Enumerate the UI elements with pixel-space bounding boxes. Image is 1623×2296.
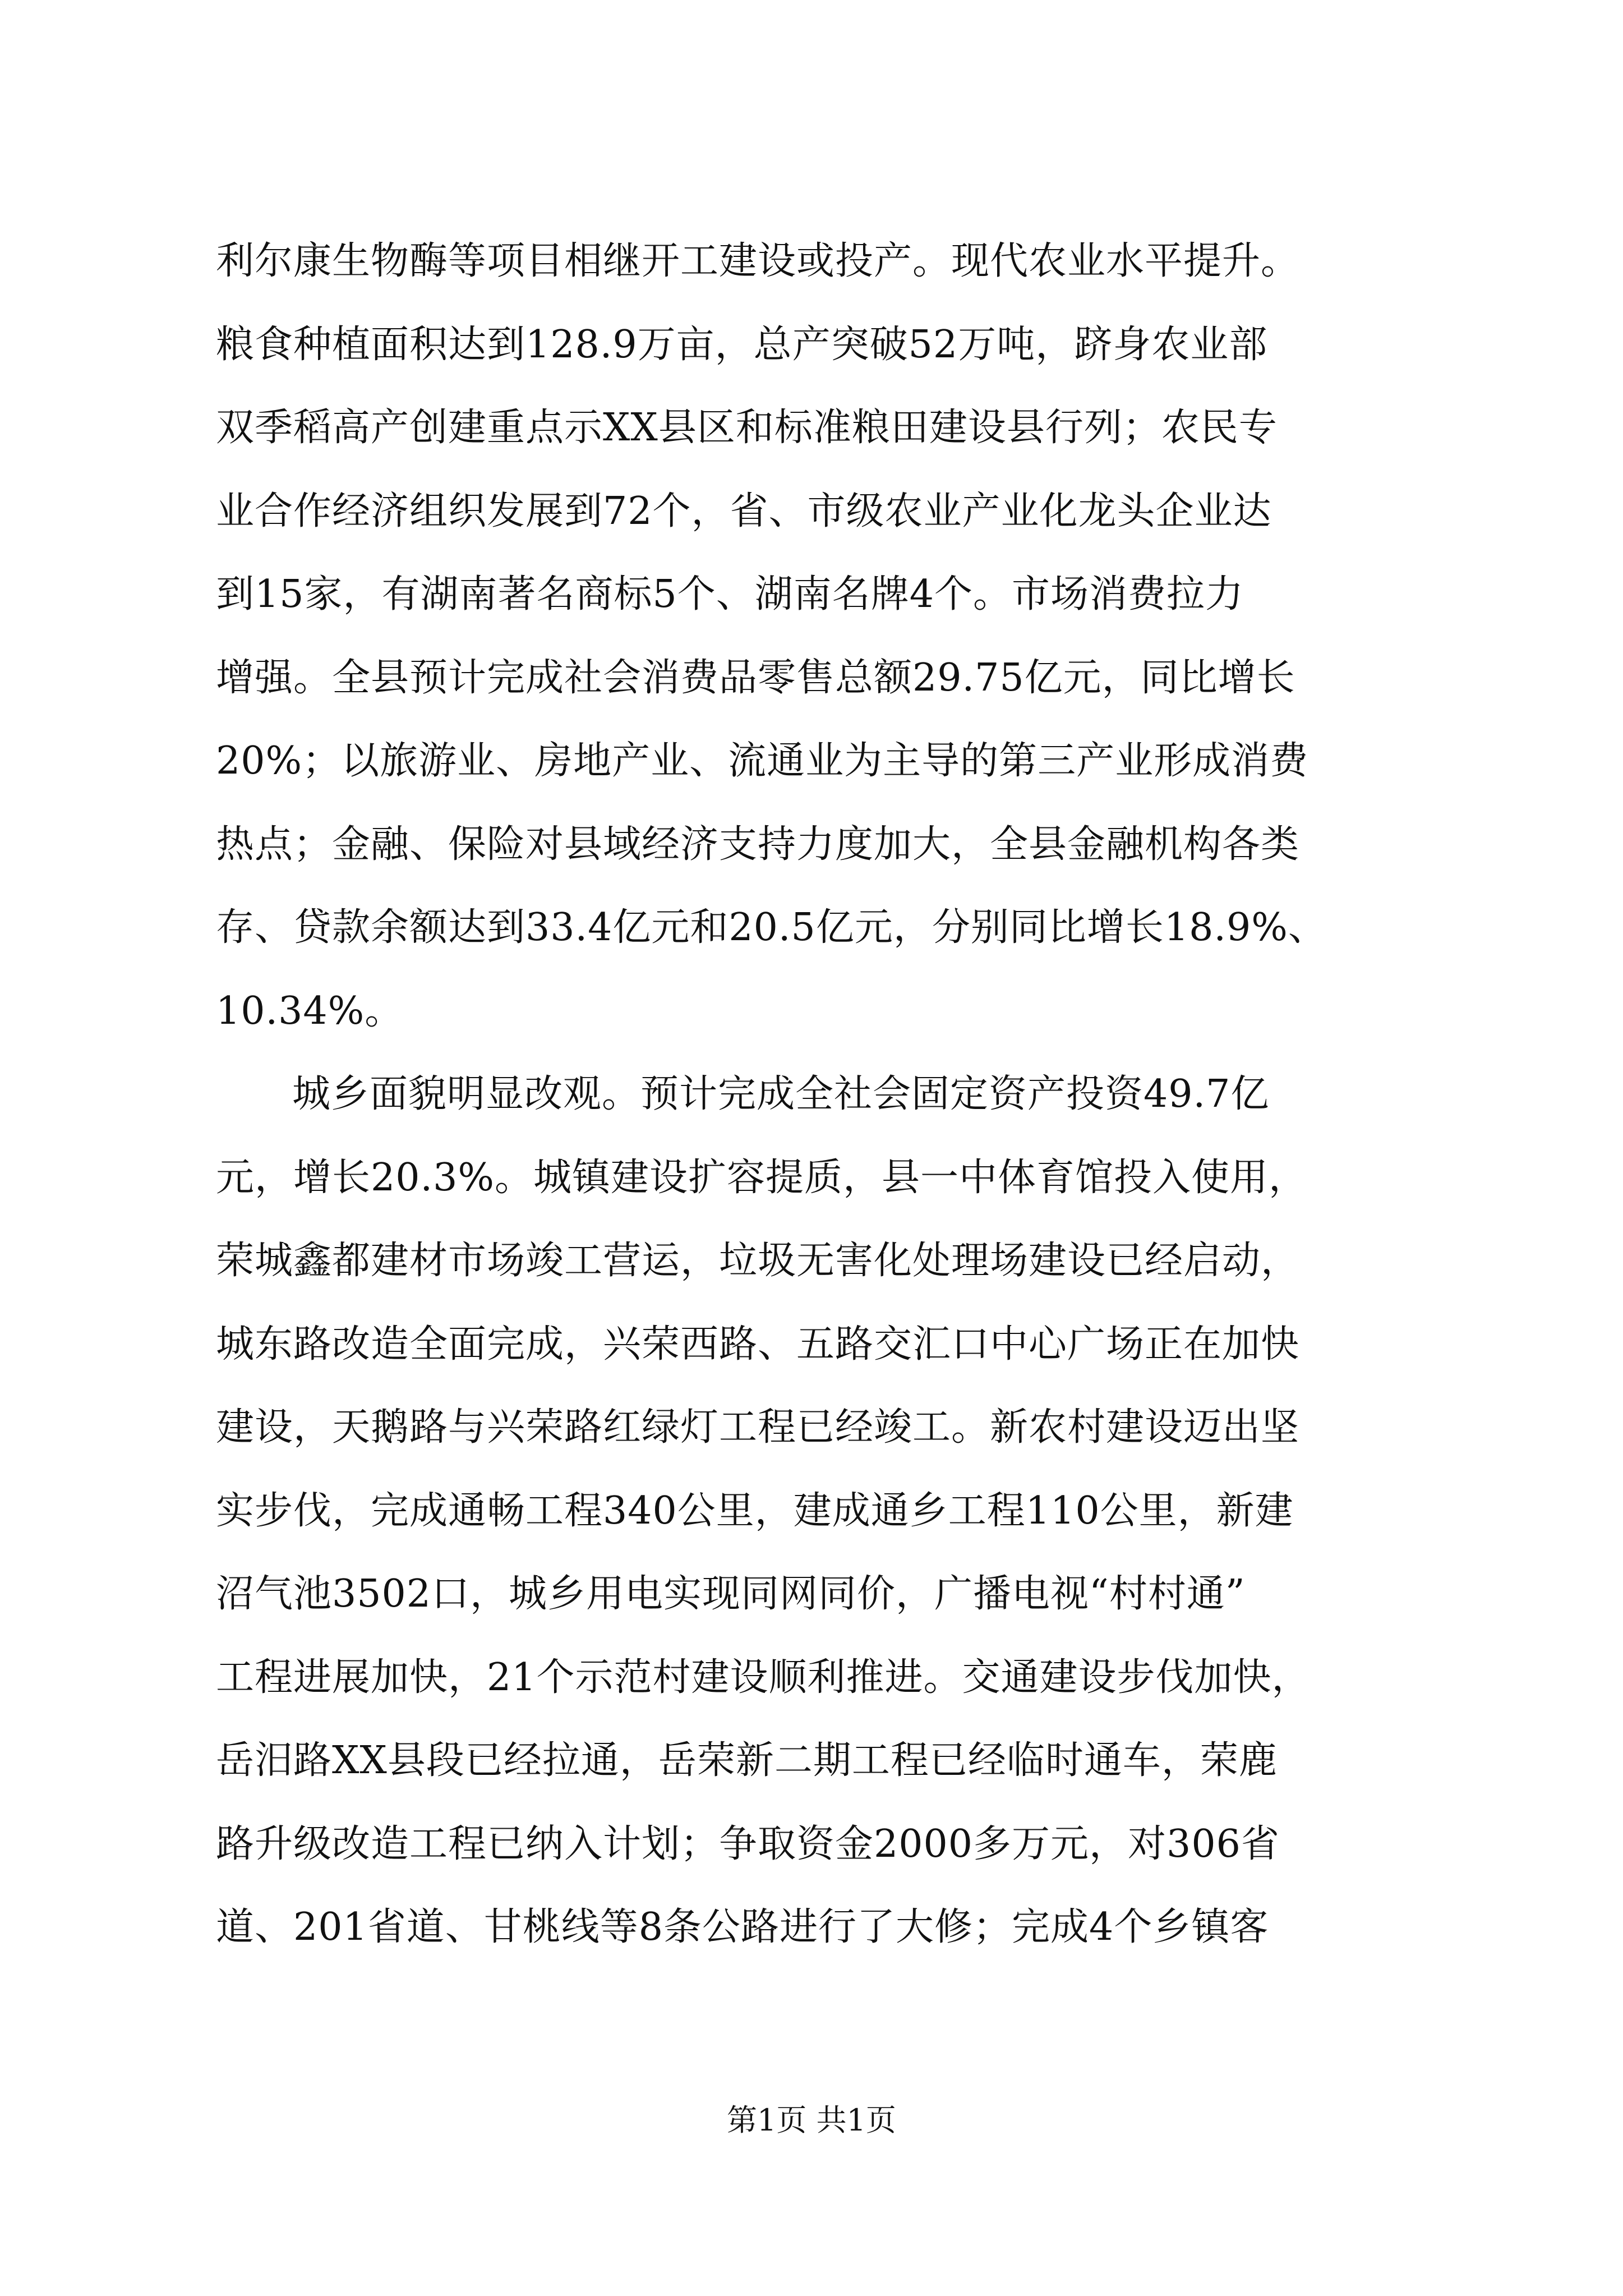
text-line: 路升级改造工程已纳入计划；争取资金2000多万元，对306省 xyxy=(216,1821,1280,1866)
text-line: 双季稻高产创建重点示XX县区和标准粮田建设县行列；农民专 xyxy=(216,406,1278,450)
paragraph-economy xyxy=(216,220,1422,1053)
text-line: 荣城鑫都建材市场竣工营运，垃圾无害化处理场建设已经启动， xyxy=(216,1239,1300,1283)
document-body xyxy=(216,220,1422,1970)
page-footer: 第1页 共1页 xyxy=(727,2102,896,2138)
text-line: 存、贷款余额达到33.4亿元和20.5亿元，分别同比增长18.9%、 xyxy=(216,905,1327,950)
text-line-indented: 城乡面貌明显改观。预计完成全社会固定资产投资49.7亿 xyxy=(292,1072,1270,1116)
text-line: 到15家，有湖南著名商标5个、湖南名牌4个。市场消费拉力 xyxy=(216,572,1244,616)
text-line: 道、201省道、甘桃线等8条公路进行了大修；完成4个乡镇客 xyxy=(216,1905,1269,1949)
text-line: 岳汨路XX县段已经拉通，岳荣新二期工程已经临时通车，荣鹿 xyxy=(216,1738,1278,1783)
text-line: 元，增长20.3%。城镇建设扩容提质，县一中体育馆投入使用， xyxy=(216,1155,1308,1200)
text-line: 利尔康生物酶等项目相继开工建设或投产。现代农业水平提升。 xyxy=(216,239,1300,283)
text-line: 增强。全县预计完成社会消费品零售总额29.75亿元，同比增长 xyxy=(216,655,1295,700)
text-line: 工程进展加快，21个示范村建设顺利推进。交通建设步伐加快， xyxy=(216,1655,1311,1700)
text-line: 业合作经济组织发展到72个，省、市级农业产业化龙头企业达 xyxy=(216,489,1272,533)
text-line: 20%；以旅游业、房地产业、流通业为主导的第三产业形成消费 xyxy=(216,739,1309,783)
text-line: 热点；金融、保险对县域经济支持力度加大，全县金融机构各类 xyxy=(216,822,1300,867)
text-line: 10.34%。 xyxy=(216,988,404,1033)
text-line: 城东路改造全面完成，兴荣西路、五路交汇口中心广场正在加快 xyxy=(216,1322,1300,1366)
text-line: 粮食种植面积达到128.9万亩，总产突破52万吨，跻身农业部 xyxy=(216,322,1268,367)
text-line: 实步伐，完成通畅工程340公里，建成通乡工程110公里，新建 xyxy=(216,1488,1294,1533)
text-line: 建设，天鹅路与兴荣路红绿灯工程已经竣工。新农村建设迈出坚 xyxy=(216,1405,1300,1450)
paragraph-urban-rural xyxy=(216,1053,1422,1970)
text-line: 沼气池3502口，城乡用电实现同网同价，广播电视“村村通” xyxy=(216,1572,1246,1616)
